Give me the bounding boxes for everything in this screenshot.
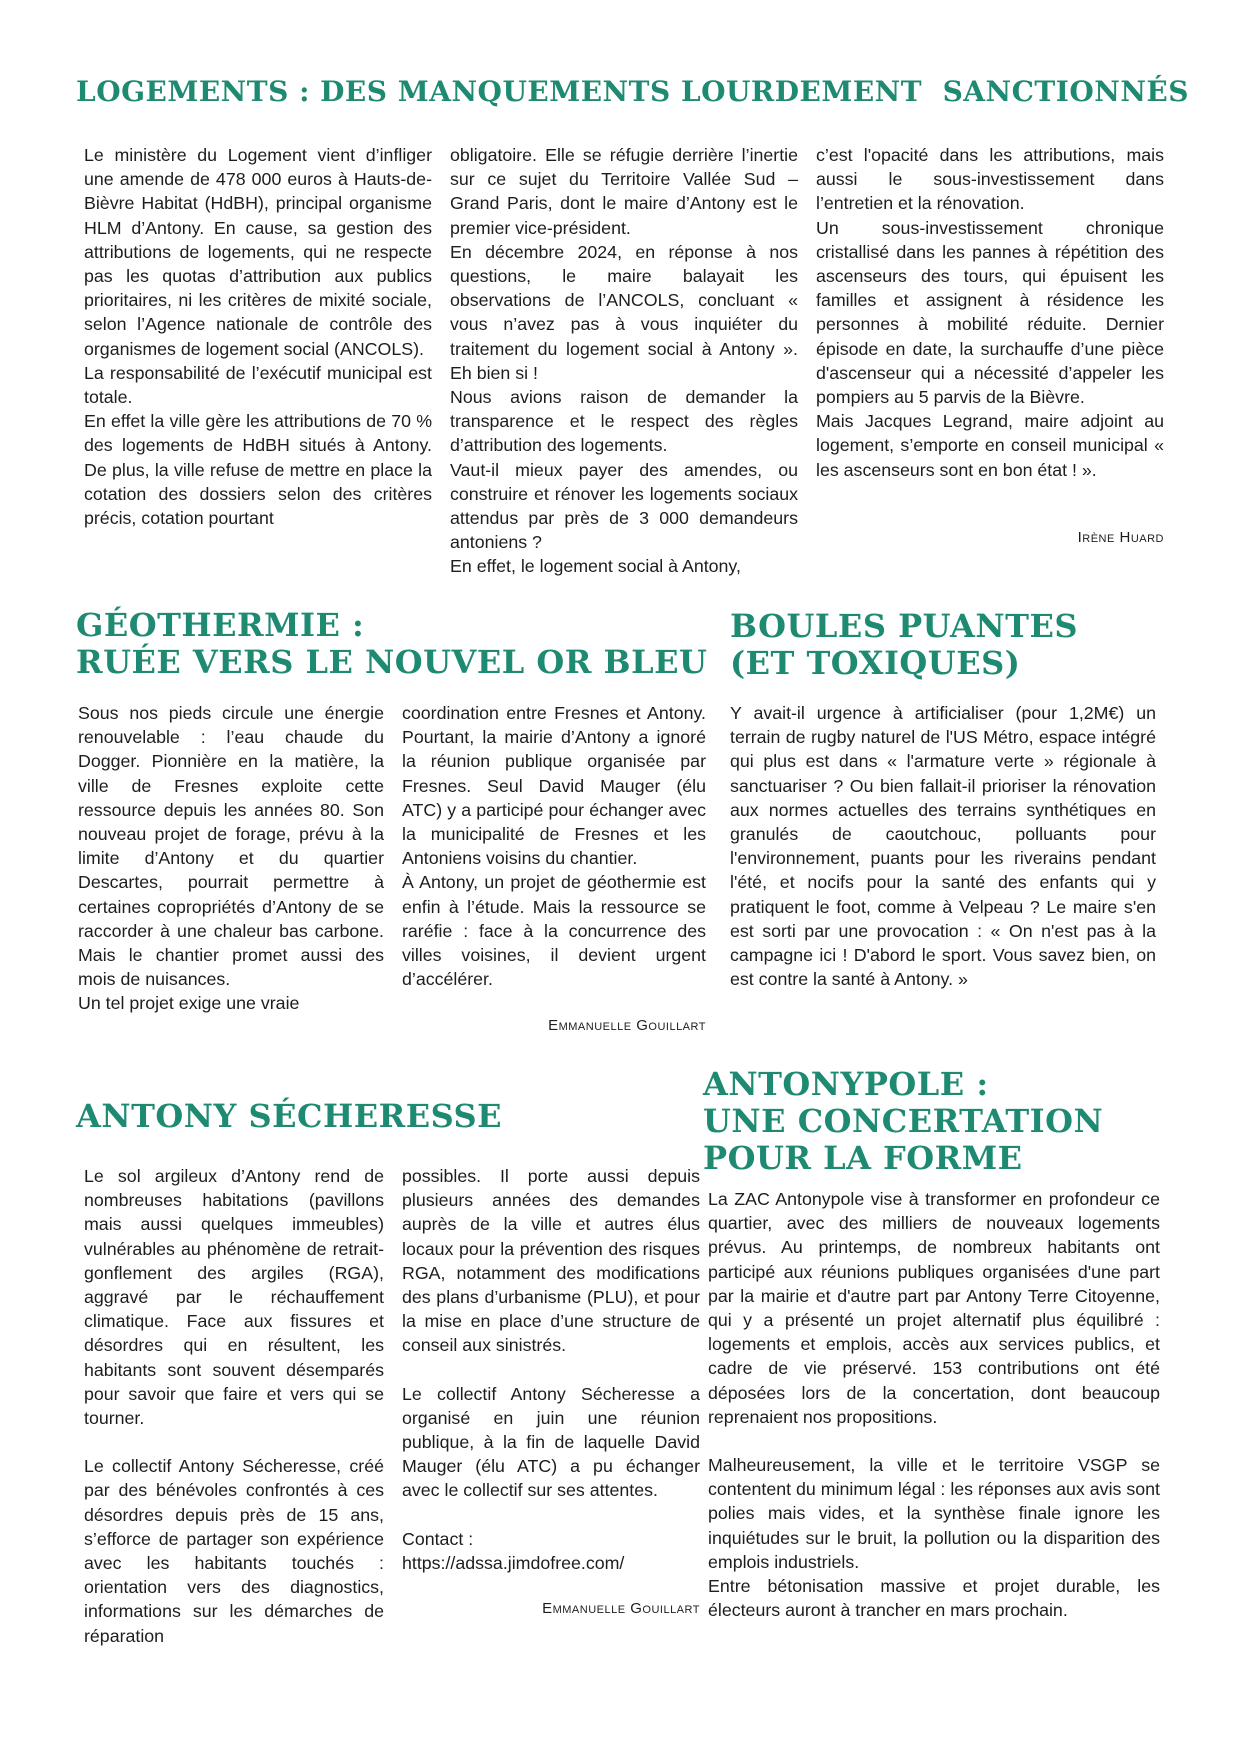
paragraph: À Antony, un projet de géothermie est enfin à l’étude. Mais la ressource se raréfie : face à la concurrence des villes voisines, il devient urgent d’accélérer. [402,872,706,990]
geothermie-column-1 [78,701,384,1016]
paragraph: La responsabilité de l’exécutif municipal est totale. [84,362,432,408]
boules-title-line1: BOULES PUANTES [730,607,1078,645]
paragraph: Sous nos pieds circule une énergie renouvelable : l’eau chaude du Dogger. Pionnière en la matière, la ville de Fresnes exploite cette ressource depuis les années 80. Son nouveau projet de forage, prévu à la limite d’Antony et du quartier Descartes, pourrait permettre à certaines copropriétés d’Antony de se raccorder à une chaleur bas carbone. Mais le chantier promet aussi des mois de nuisances. [78,703,384,990]
antonypole-title [703,1066,1103,1176]
paragraph: Le ministère du Logement vient d’infliger une amende de 478 000 euros à Hauts-de-Bièvre Habitat (HdBH), principal organisme HLM d’Antony. En cause, sa gestion des attributions de logements, qui ne respecte pas les quotas d’attribution aux publics prioritaires, ni les critères de mixité sociale, selon l’Agence nationale de contrôle des organismes de logement social (ANCOLS). [84,145,432,359]
logements-column-1 [84,143,432,530]
paragraph: La ZAC Antonypole vise à transformer en profondeur ce quartier, avec des milliers de nouveaux logements prévus. Au printemps, de nombreux habitants ont participé aux réunions publiques organisées d'une part par la mairie et d'autre part par Antony Terre Citoyenne, qui y a présenté un projet alternatif plus équilibré : logements et emplois, accès aux services publics, et cadre de vie préservé. 153 contributions ont été déposées lors de la concertation, dont beaucoup reprenaient nos propositions. [708,1189,1160,1427]
geothermie-title [76,607,707,681]
paragraph: Le collectif Antony Sécheresse a organisé en juin une réunion publique, à la fin de laquelle David Mauger (élu ATC) a pu échanger avec le collectif sur ses attentes. [402,1383,700,1501]
contact-link[interactable]: https://adssa.jimdofree.com/ [402,1552,625,1573]
paragraph: Un sous-investissement chronique cristallisé dans les pannes à répétition des ascenseurs des tours, qui épuisent les familles et assignent à résidence les personnes à mobilité réduite. Dernier épisode en date, la surchauffe d’une pièce d'ascenseur qui a nécessité d’appeler les pompiers au 5 parvis de la Bièvre. [816,217,1164,408]
geothermie-signature: Emmanuelle Gouillart [548,1017,706,1034]
paragraph: Malheureusement, la ville et le territoire VSGP se contentent du minimum légal : les réponses aux avis sont polies mais vides, et la synthèse finale ignore les inquiétudes sur le bruit, la pollution ou la disparition des emplois industriels. [708,1455,1160,1572]
secheresse-title: ANTONY SÉCHERESSE [76,1097,502,1135]
paragraph: En effet la ville gère les attributions de 70 % des logements de HdBH situés à Antony. De plus, la ville refuse de mettre en place la cotation des dossiers selon des critères précis, cotation pourtant [84,411,432,529]
antonypole-title-line1: ANTONYPOLE : [703,1065,989,1103]
paragraph: c’est l'opacité dans les attributions, mais aussi le sous-investissement dans l’entretien et la rénovation. [816,145,1164,214]
paragraph: Le collectif Antony Sécheresse, créé par des bénévoles confrontés à ces désordres depuis près de 15 ans, s’efforce de partager son expérience avec les habitants touchés : orientation vers des diagnostics, informations sur les démarches de réparation [84,1456,384,1646]
geothermie-title-line1: GÉOTHERMIE : [76,606,365,644]
paragraph: Le sol argileux d’Antony rend de nombreuses habitations (pavillons mais aussi quelques immeubles) vulnérables au phénomène de retrait-gonflement des argiles (RGA), aggravé par le réchauffement climatique. Face aux fissures et désordres qui en résultent, les habitants sont souvent désemparés pour savoir que faire et vers qui se tourner. [84,1166,384,1429]
boules-title [730,608,1078,682]
boules-title-line2: (ET TOXIQUES) [730,643,1021,682]
logements-column-2 [450,143,798,579]
antonypole-title-line3: POUR LA FORME [703,1138,1023,1177]
logements-column-3 [816,143,1164,482]
secheresse-column-1 [84,1164,384,1648]
geothermie-title-line2: RUÉE VERS LE NOUVEL OR BLEU [76,642,708,681]
paragraph: obligatoire. Elle se réfugie derrière l’inertie sur ce sujet du Territoire Vallée Sud – Grand Paris, dont le maire d’Antony est le premier vice-président. [450,145,798,238]
paragraph: coordination entre Fresnes et Antony. Pourtant, la mairie d’Antony a ignoré la réunion publique organisée par Fresnes. Seul David Mauger (élu ATC) y a participé pour échanger avec la municipalité de Fresnes et les Antoniens voisins du chantier. [402,703,706,869]
antonypole-title-line2: UNE CONCERTATION [703,1101,1104,1140]
logements-signature: Irène Huard [1077,529,1164,546]
paragraph: Entre bétonisation massive et projet durable, les électeurs auront à trancher en mars prochain. [708,1576,1160,1621]
logements-title: LOGEMENTS : DES MANQUEMENTS LOURDEMENT SANCTIONNÉS [76,75,1189,108]
paragraph: En effet, le logement social à Antony, [450,556,741,577]
secheresse-column-2 [402,1164,700,1575]
paragraph: possibles. Il porte aussi depuis plusieurs années des demandes auprès de la ville et autres élus locaux pour la prévention des risques RGA, notamment des modifications des plans d’urbanisme (PLU), et pour la mise en place d’une structure de conseil aux sinistrés. [402,1166,700,1356]
secheresse-signature: Emmanuelle Gouillart [542,1600,700,1617]
antonypole-column [708,1187,1160,1622]
paragraph: Y avait-il urgence à artificialiser (pour 1,2M€) un terrain de rugby naturel de l'US Métro, espace intégré qui plus est dans « l'armature verte » régionale à sanctuariser ? Ou bien fallait-il prioriser la rénovation aux normes actuelles des terrains synthétiques en granulés de caoutchouc, polluants pour l'environnement, puants pour les riverains pendant l'été, et nocifs pour la santé des enfants qui y pratiquent le foot, comme à Velpeau ? Le maire s'en est sorti par une provocation : « On n'est pas à la campagne ici ! D'abord le sport. Vous savez bien, on est contre la santé à Antony. » [730,703,1156,990]
paragraph: Nous avions raison de demander la transparence et le respect des règles d’attribution des logements. [450,387,798,456]
geothermie-column-2 [402,701,706,991]
paragraph: Mais Jacques Legrand, maire adjoint au logement, s’emporte en conseil municipal « les ascenseurs sont en bon état ! ». [816,411,1164,480]
paragraph: Vaut-il mieux payer des amendes, ou construire et rénover les logements sociaux attendus par près de 3 000 demandeurs antoniens ? [450,459,798,553]
contact-label: Contact : [402,1528,474,1549]
paragraph: En décembre 2024, en réponse à nos questions, le maire balayait les observations de l’ANCOLS, concluant « vous n’avez pas à vous inquiéter du traitement du logement social à Antony ». Eh bien si ! [450,241,798,383]
paragraph: Un tel projet exige une vraie [78,993,300,1014]
boules-column [730,701,1156,991]
